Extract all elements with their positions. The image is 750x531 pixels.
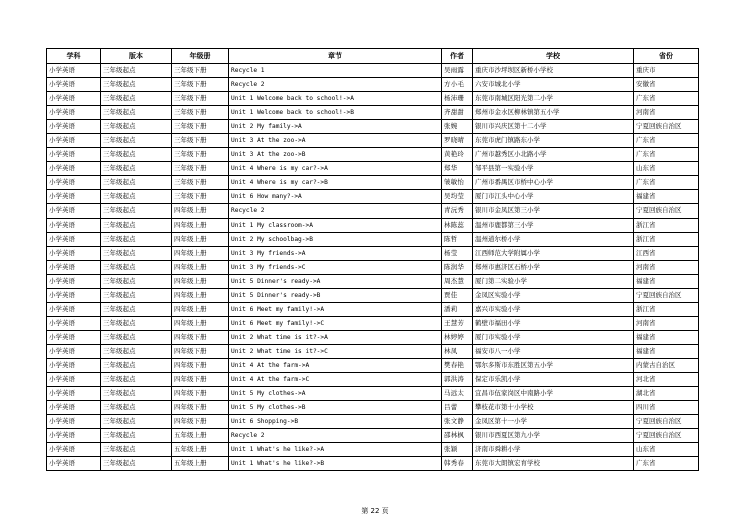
subject-cell: 小学英语 — [47, 288, 101, 302]
school-cell: 鹤壁市福田小学 — [473, 316, 634, 330]
edition-cell: 三年级起点 — [101, 92, 172, 106]
author-cell: 齐甜甜 — [442, 106, 473, 120]
province-cell: 宁夏回族自治区 — [634, 204, 699, 218]
author-cell: 杨莹 — [442, 246, 473, 260]
school-cell: 嘉兴市实验小学 — [473, 302, 634, 316]
school-cell: 济南市舜耕小学 — [473, 443, 634, 457]
table-row — [47, 106, 699, 120]
table-row — [47, 190, 699, 204]
edition-cell: 三年级起点 — [101, 232, 172, 246]
subject-cell: 小学英语 — [47, 78, 101, 92]
province-cell: 河南省 — [634, 316, 699, 330]
grade-volume-cell: 四年级上册 — [172, 302, 229, 316]
subject-cell: 小学英语 — [47, 218, 101, 232]
chapter-cell: Unit 2 My schoolbag->B — [229, 232, 442, 246]
chapter-cell: Unit 3 My friends->A — [229, 246, 442, 260]
province-cell: 福建省 — [634, 344, 699, 358]
chapter-cell: Unit 1 Welcome back to school!->B — [229, 106, 442, 120]
school-cell: 金凤区第十一小学 — [473, 415, 634, 429]
subject-cell: 小学英语 — [47, 232, 101, 246]
school-cell: 福安市八一小学 — [473, 344, 634, 358]
chapter-cell: Unit 2 My family->A — [229, 120, 442, 134]
table-row — [47, 246, 699, 260]
edition-cell: 三年级起点 — [101, 373, 172, 387]
school-cell: 东莞市南城区阳光第二小学 — [473, 92, 634, 106]
author-cell: 杨沛珊 — [442, 92, 473, 106]
author-cell: 陈润华 — [442, 260, 473, 274]
chapter-cell: Unit 4 Where is my car?->A — [229, 162, 442, 176]
province-cell: 广东省 — [634, 148, 699, 162]
school-cell: 厦门市实验小学 — [473, 330, 634, 344]
chapter-cell: Unit 3 At the zoo->A — [229, 134, 442, 148]
school-cell: 江西师范大学附属小学 — [473, 246, 634, 260]
grade-volume-cell: 四年级下册 — [172, 415, 229, 429]
province-cell: 福建省 — [634, 330, 699, 344]
grade-volume-cell: 五年级上册 — [172, 457, 229, 471]
school-cell: 宜昌市伍家岗区中南路小学 — [473, 387, 634, 401]
author-cell: 邵林枫 — [442, 429, 473, 443]
grade-volume-cell: 三年级下册 — [172, 176, 229, 190]
table-row — [47, 204, 699, 218]
page-number: 第 22 页 — [361, 507, 389, 515]
edition-cell: 三年级起点 — [101, 64, 172, 78]
province-cell: 宁夏回族自治区 — [634, 415, 699, 429]
edition-cell: 三年级起点 — [101, 344, 172, 358]
province-cell: 河北省 — [634, 373, 699, 387]
table-row — [47, 274, 699, 288]
grade-volume-cell: 三年级下册 — [172, 78, 229, 92]
province-cell: 四川省 — [634, 401, 699, 415]
school-cell: 厦门第二实验小学 — [473, 274, 634, 288]
edition-cell: 三年级起点 — [101, 274, 172, 288]
school-cell: 郑州市金水区柳林镇第五小学 — [473, 106, 634, 120]
chapter-cell: Recycle 2 — [229, 204, 442, 218]
chapter-cell: Unit 4 Where is my car?->B — [229, 176, 442, 190]
subject-cell: 小学英语 — [47, 134, 101, 148]
school-cell: 六安市城北小学 — [473, 78, 634, 92]
edition-cell: 三年级起点 — [101, 443, 172, 457]
chapter-cell: Unit 6 Meet my family!->C — [229, 316, 442, 330]
edition-cell: 三年级起点 — [101, 415, 172, 429]
subject-cell: 小学英语 — [47, 330, 101, 344]
column-chapter-header: 章节 — [229, 49, 442, 64]
edition-cell: 三年级起点 — [101, 401, 172, 415]
province-cell: 宁夏回族自治区 — [634, 120, 699, 134]
grade-volume-cell: 四年级下册 — [172, 387, 229, 401]
province-cell: 河南省 — [634, 106, 699, 120]
school-cell: 温州道尔桥小学 — [473, 232, 634, 246]
table-row — [47, 344, 699, 358]
table-row — [47, 176, 699, 190]
table-header — [47, 49, 699, 64]
edition-cell: 三年级起点 — [101, 162, 172, 176]
grade-volume-cell: 三年级下册 — [172, 162, 229, 176]
school-cell: 银川市西夏区第九小学 — [473, 429, 634, 443]
table-row — [47, 288, 699, 302]
subject-cell: 小学英语 — [47, 415, 101, 429]
edition-cell: 三年级起点 — [101, 260, 172, 274]
table-row — [47, 330, 699, 344]
school-cell: 温州市鹿都第三小学 — [473, 218, 634, 232]
grade-volume-cell: 四年级上册 — [172, 246, 229, 260]
grade-volume-cell: 四年级上册 — [172, 316, 229, 330]
edition-cell: 三年级起点 — [101, 120, 172, 134]
subject-cell: 小学英语 — [47, 190, 101, 204]
school-cell: 保定市乐凯小学 — [473, 373, 634, 387]
subject-cell: 小学英语 — [47, 443, 101, 457]
table-row — [47, 302, 699, 316]
author-cell: 青沅秀 — [442, 204, 473, 218]
subject-cell: 小学英语 — [47, 387, 101, 401]
school-cell: 银川市兴庆区第十二小学 — [473, 120, 634, 134]
chapter-cell: Unit 6 Shopping->B — [229, 415, 442, 429]
chapter-cell: Unit 2 What time is it?->C — [229, 344, 442, 358]
grade-volume-cell: 三年级下册 — [172, 134, 229, 148]
table-row — [47, 260, 699, 274]
author-cell: 张文静 — [442, 415, 473, 429]
subject-cell: 小学英语 — [47, 274, 101, 288]
school-cell: 东莞市虎门镇路东小学 — [473, 134, 634, 148]
edition-cell: 三年级起点 — [101, 457, 172, 471]
edition-cell: 三年级起点 — [101, 134, 172, 148]
edition-cell: 三年级起点 — [101, 78, 172, 92]
chapter-cell: Unit 6 Meet my family!->A — [229, 302, 442, 316]
school-cell: 东莞市大朗镇宏育学校 — [473, 457, 634, 471]
grade-volume-cell: 四年级上册 — [172, 260, 229, 274]
province-cell: 浙江省 — [634, 218, 699, 232]
subject-cell: 小学英语 — [47, 401, 101, 415]
author-cell: 马远太 — [442, 387, 473, 401]
grade-volume-cell: 三年级下册 — [172, 190, 229, 204]
author-cell: 郑华 — [442, 162, 473, 176]
province-cell: 福建省 — [634, 190, 699, 204]
subject-cell: 小学英语 — [47, 302, 101, 316]
chapter-cell: Unit 1 My classroom->A — [229, 218, 442, 232]
grade-volume-cell: 四年级上册 — [172, 232, 229, 246]
subject-cell: 小学英语 — [47, 148, 101, 162]
table-row — [47, 457, 699, 471]
subject-cell: 小学英语 — [47, 358, 101, 372]
column-province-header: 省份 — [634, 49, 699, 64]
subject-cell: 小学英语 — [47, 106, 101, 120]
province-cell: 宁夏回族自治区 — [634, 429, 699, 443]
chapter-cell: Unit 4 At the farm->C — [229, 373, 442, 387]
author-cell: 罗晓晴 — [442, 134, 473, 148]
school-cell: 金凤区实验小学 — [473, 288, 634, 302]
author-cell: 林婷婷 — [442, 330, 473, 344]
grade-volume-cell: 三年级下册 — [172, 106, 229, 120]
edition-cell: 三年级起点 — [101, 358, 172, 372]
subject-cell: 小学英语 — [47, 260, 101, 274]
table-row — [47, 134, 699, 148]
grade-volume-cell: 四年级下册 — [172, 373, 229, 387]
author-cell: 林陈蕊 — [442, 218, 473, 232]
author-cell: 韩秀春 — [442, 457, 473, 471]
grade-volume-cell: 五年级上册 — [172, 443, 229, 457]
chapter-cell: Unit 4 At the farm->A — [229, 358, 442, 372]
column-subject-header: 学科 — [47, 49, 101, 64]
table-row — [47, 401, 699, 415]
column-school-header: 学校 — [473, 49, 634, 64]
chapter-cell: Unit 5 Dinner's ready->A — [229, 274, 442, 288]
author-cell: 周杰慧 — [442, 274, 473, 288]
grade-volume-cell: 三年级下册 — [172, 92, 229, 106]
grade-volume-cell: 三年级下册 — [172, 64, 229, 78]
table-body — [47, 64, 699, 471]
edition-cell: 三年级起点 — [101, 330, 172, 344]
edition-cell: 三年级起点 — [101, 288, 172, 302]
chapter-cell: Unit 2 What time is it?->A — [229, 330, 442, 344]
table-row — [47, 443, 699, 457]
author-cell: 张颖 — [442, 443, 473, 457]
subject-cell: 小学英语 — [47, 344, 101, 358]
table-row — [47, 415, 699, 429]
subject-cell: 小学英语 — [47, 204, 101, 218]
course-table — [46, 48, 699, 471]
subject-cell: 小学英语 — [47, 120, 101, 134]
edition-cell: 三年级起点 — [101, 204, 172, 218]
school-cell: 攀枝花市第十小学校 — [473, 401, 634, 415]
edition-cell: 三年级起点 — [101, 176, 172, 190]
province-cell: 河南省 — [634, 260, 699, 274]
edition-cell: 三年级起点 — [101, 246, 172, 260]
subject-cell: 小学英语 — [47, 64, 101, 78]
school-cell: 重庆市沙坪坝区新桥小学校 — [473, 64, 634, 78]
chapter-cell: Unit 1 What's he like?->A — [229, 443, 442, 457]
grade-volume-cell: 四年级下册 — [172, 401, 229, 415]
province-cell: 安徽省 — [634, 78, 699, 92]
author-cell: 樊春艳 — [442, 358, 473, 372]
subject-cell: 小学英语 — [47, 162, 101, 176]
edition-cell: 三年级起点 — [101, 106, 172, 120]
province-cell: 江西省 — [634, 246, 699, 260]
grade-volume-cell: 四年级下册 — [172, 358, 229, 372]
grade-volume-cell: 四年级上册 — [172, 274, 229, 288]
school-cell: 厦门市江头中心小学 — [473, 190, 634, 204]
author-cell: 张婉 — [442, 120, 473, 134]
province-cell: 浙江省 — [634, 232, 699, 246]
province-cell: 山东省 — [634, 162, 699, 176]
table-row — [47, 218, 699, 232]
province-cell: 广东省 — [634, 134, 699, 148]
column-author-header: 作者 — [442, 49, 473, 64]
province-cell: 福建省 — [634, 274, 699, 288]
table-row — [47, 358, 699, 372]
edition-cell: 三年级起点 — [101, 302, 172, 316]
author-cell: 吕蕾 — [442, 401, 473, 415]
column-edition-header: 版本 — [101, 49, 172, 64]
grade-volume-cell: 四年级下册 — [172, 330, 229, 344]
edition-cell: 三年级起点 — [101, 218, 172, 232]
school-cell: 鄂尔多斯市东胜区第五小学 — [473, 358, 634, 372]
province-cell: 湖北省 — [634, 387, 699, 401]
chapter-cell: Unit 3 At the zoo->B — [229, 148, 442, 162]
subject-cell: 小学英语 — [47, 373, 101, 387]
chapter-cell: Unit 5 My clothes->B — [229, 401, 442, 415]
table-row — [47, 232, 699, 246]
author-cell: 贾佳 — [442, 288, 473, 302]
chapter-cell: Unit 5 My clothes->A — [229, 387, 442, 401]
subject-cell: 小学英语 — [47, 429, 101, 443]
chapter-cell: Unit 1 What's he like?->B — [229, 457, 442, 471]
chapter-cell: Recycle 2 — [229, 429, 442, 443]
table-row — [47, 92, 699, 106]
chapter-cell: Unit 1 Welcome back to school!->A — [229, 92, 442, 106]
subject-cell: 小学英语 — [47, 316, 101, 330]
author-cell: 林凤 — [442, 344, 473, 358]
table-row — [47, 64, 699, 78]
province-cell: 内蒙古自治区 — [634, 358, 699, 372]
subject-cell: 小学英语 — [47, 92, 101, 106]
author-cell: 潘莉 — [442, 302, 473, 316]
table-row — [47, 316, 699, 330]
grade-volume-cell: 四年级上册 — [172, 204, 229, 218]
author-cell: 黄艳玲 — [442, 148, 473, 162]
edition-cell: 三年级起点 — [101, 190, 172, 204]
table-row — [47, 387, 699, 401]
chapter-cell: Unit 3 My friends->C — [229, 260, 442, 274]
province-cell: 广东省 — [634, 176, 699, 190]
province-cell: 浙江省 — [634, 302, 699, 316]
edition-cell: 三年级起点 — [101, 429, 172, 443]
column-grade-volume-header: 年级册 — [172, 49, 229, 64]
grade-volume-cell: 四年级下册 — [172, 344, 229, 358]
table-row — [47, 120, 699, 134]
author-cell: 吴雨露 — [442, 64, 473, 78]
province-cell: 广东省 — [634, 457, 699, 471]
author-cell: 方小毛 — [442, 78, 473, 92]
author-cell: 皱敏怡 — [442, 176, 473, 190]
province-cell: 重庆市 — [634, 64, 699, 78]
edition-cell: 三年级起点 — [101, 316, 172, 330]
chapter-cell: Recycle 2 — [229, 78, 442, 92]
school-cell: 邹平县第一实验小学 — [473, 162, 634, 176]
author-cell: 吴均莹 — [442, 190, 473, 204]
subject-cell: 小学英语 — [47, 176, 101, 190]
author-cell: 陈哲 — [442, 232, 473, 246]
table-row — [47, 162, 699, 176]
edition-cell: 三年级起点 — [101, 148, 172, 162]
chapter-cell: Unit 6 How many?->A — [229, 190, 442, 204]
province-cell: 广东省 — [634, 92, 699, 106]
table-row — [47, 429, 699, 443]
table-row — [47, 78, 699, 92]
school-cell: 郑州市惠济区石桥小学 — [473, 260, 634, 274]
table-row — [47, 373, 699, 387]
grade-volume-cell: 三年级下册 — [172, 120, 229, 134]
province-cell: 宁夏回族自治区 — [634, 288, 699, 302]
chapter-cell: Unit 5 Dinner's ready->B — [229, 288, 442, 302]
subject-cell: 小学英语 — [47, 457, 101, 471]
school-cell: 广州市番禺区市桥中心小学 — [473, 176, 634, 190]
grade-volume-cell: 四年级上册 — [172, 218, 229, 232]
author-cell: 王慧芳 — [442, 316, 473, 330]
author-cell: 郭洪涛 — [442, 373, 473, 387]
subject-cell: 小学英语 — [47, 246, 101, 260]
school-cell: 广州市越秀区小北路小学 — [473, 148, 634, 162]
chapter-cell: Recycle 1 — [229, 64, 442, 78]
grade-volume-cell: 五年级上册 — [172, 429, 229, 443]
school-cell: 银川市金凤区第三小学 — [473, 204, 634, 218]
table-row — [47, 148, 699, 162]
grade-volume-cell: 三年级下册 — [172, 148, 229, 162]
province-cell: 山东省 — [634, 443, 699, 457]
grade-volume-cell: 四年级上册 — [172, 288, 229, 302]
edition-cell: 三年级起点 — [101, 387, 172, 401]
